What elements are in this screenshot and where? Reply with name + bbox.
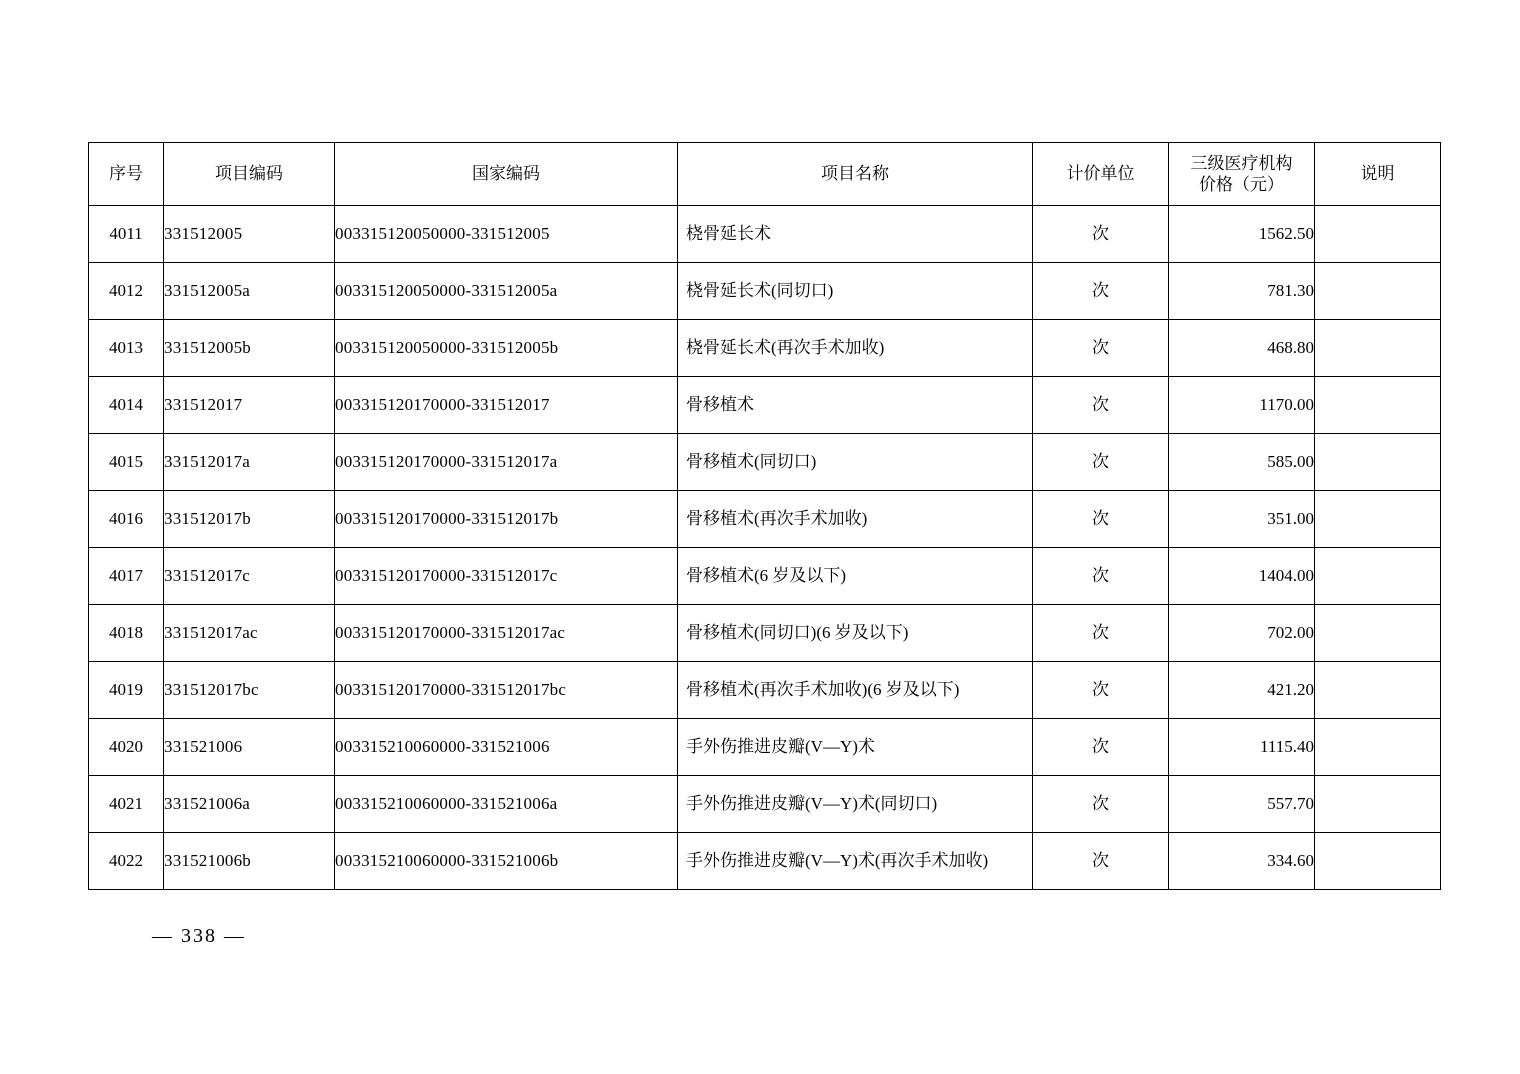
cell-item-name [678,320,1033,377]
item-name-text: 桡骨延长术 [686,224,771,244]
cell-price: 468.80 [1169,320,1315,377]
cell-seq: 4015 [89,434,164,491]
cell-note [1315,719,1441,776]
column-header-price-line2: 价格（元） [1199,175,1284,194]
cell-note [1315,434,1441,491]
cell-price: 351.00 [1169,491,1315,548]
cell-national-code: 003315120170000-331512017bc [335,662,678,719]
cell-national-code: 003315210060000-331521006a [335,776,678,833]
cell-item-name [678,776,1033,833]
item-name-text: 骨移植术(同切口) [686,452,817,472]
cell-price: 557.70 [1169,776,1315,833]
cell-national-code: 003315120050000-331512005b [335,320,678,377]
column-header-seq: 序号 [89,143,164,206]
table-row [89,776,1441,833]
cell-item-code: 331521006 [164,719,335,776]
cell-national-code: 003315120170000-331512017c [335,548,678,605]
cell-note [1315,320,1441,377]
item-name-text: 骨移植术 [686,395,754,415]
table-header-row [89,143,1441,206]
cell-national-code: 003315120170000-331512017b [335,491,678,548]
table-row [89,833,1441,890]
cell-price: 421.20 [1169,662,1315,719]
cell-unit: 次 [1033,605,1169,662]
price-table-container [88,142,1433,890]
cell-national-code: 003315210060000-331521006 [335,719,678,776]
cell-price: 334.60 [1169,833,1315,890]
cell-national-code: 003315120050000-331512005 [335,206,678,263]
cell-item-code: 331512017bc [164,662,335,719]
table-row [89,491,1441,548]
cell-unit: 次 [1033,833,1169,890]
cell-price: 1562.50 [1169,206,1315,263]
table-row [89,377,1441,434]
cell-item-code: 331512017b [164,491,335,548]
cell-seq: 4019 [89,662,164,719]
column-header-unit: 计价单位 [1033,143,1169,206]
cell-item-code: 331512017 [164,377,335,434]
cell-item-code: 331521006b [164,833,335,890]
cell-national-code: 003315120050000-331512005a [335,263,678,320]
cell-unit: 次 [1033,662,1169,719]
cell-unit: 次 [1033,491,1169,548]
cell-item-name [678,263,1033,320]
cell-seq: 4021 [89,776,164,833]
cell-item-name [678,206,1033,263]
cell-seq: 4011 [89,206,164,263]
column-header-item-code: 项目编码 [164,143,335,206]
page-number: — 338 — [152,925,246,947]
cell-unit: 次 [1033,434,1169,491]
cell-note [1315,491,1441,548]
cell-seq: 4012 [89,263,164,320]
cell-item-name [678,833,1033,890]
cell-seq: 4018 [89,605,164,662]
column-header-price-line1: 三级医疗机构 [1190,153,1293,173]
table-row [89,206,1441,263]
item-name-text: 手外伤推进皮瓣(V—Y)术 [686,737,875,757]
cell-item-code: 331512017ac [164,605,335,662]
cell-unit: 次 [1033,548,1169,605]
cell-note [1315,377,1441,434]
cell-seq: 4016 [89,491,164,548]
cell-price: 1404.00 [1169,548,1315,605]
cell-item-name [678,434,1033,491]
cell-seq: 4013 [89,320,164,377]
cell-note [1315,548,1441,605]
cell-note [1315,776,1441,833]
cell-price: 585.00 [1169,434,1315,491]
table-row [89,662,1441,719]
table-row [89,263,1441,320]
column-header-national-code: 国家编码 [335,143,678,206]
cell-item-name [678,719,1033,776]
cell-national-code: 003315120170000-331512017 [335,377,678,434]
cell-price: 781.30 [1169,263,1315,320]
cell-note [1315,662,1441,719]
cell-note [1315,263,1441,320]
item-name-text: 骨移植术(再次手术加收)(6 岁及以下) [686,680,960,700]
cell-price: 702.00 [1169,605,1315,662]
column-header-note: 说明 [1315,143,1441,206]
item-name-text: 手外伤推进皮瓣(V—Y)术(同切口) [686,794,938,814]
cell-unit: 次 [1033,377,1169,434]
column-header-item-name: 项目名称 [678,143,1033,206]
cell-price: 1115.40 [1169,719,1315,776]
cell-item-code: 331512005 [164,206,335,263]
table-row [89,434,1441,491]
cell-item-name [678,548,1033,605]
cell-note [1315,833,1441,890]
medical-price-table [88,142,1441,890]
column-header-price [1169,143,1315,206]
table-header [89,143,1441,206]
item-name-text: 骨移植术(同切口)(6 岁及以下) [686,623,909,643]
table-row [89,320,1441,377]
cell-item-code: 331521006a [164,776,335,833]
cell-national-code: 003315120170000-331512017ac [335,605,678,662]
cell-item-code: 331512005b [164,320,335,377]
cell-unit: 次 [1033,206,1169,263]
cell-item-name [678,662,1033,719]
item-name-text: 桡骨延长术(再次手术加收) [686,338,885,358]
cell-seq: 4017 [89,548,164,605]
cell-item-name [678,605,1033,662]
cell-unit: 次 [1033,776,1169,833]
item-name-text: 骨移植术(再次手术加收) [686,509,868,529]
cell-item-name [678,377,1033,434]
table-row [89,605,1441,662]
cell-unit: 次 [1033,719,1169,776]
cell-price: 1170.00 [1169,377,1315,434]
cell-national-code: 003315210060000-331521006b [335,833,678,890]
table-row [89,548,1441,605]
cell-seq: 4022 [89,833,164,890]
cell-item-name [678,491,1033,548]
cell-national-code: 003315120170000-331512017a [335,434,678,491]
cell-item-code: 331512005a [164,263,335,320]
item-name-text: 骨移植术(6 岁及以下) [686,566,847,586]
cell-item-code: 331512017a [164,434,335,491]
item-name-text: 桡骨延长术(同切口) [686,281,834,301]
cell-seq: 4020 [89,719,164,776]
cell-unit: 次 [1033,320,1169,377]
cell-unit: 次 [1033,263,1169,320]
cell-note [1315,605,1441,662]
cell-seq: 4014 [89,377,164,434]
cell-note [1315,206,1441,263]
table-body [89,206,1441,890]
item-name-text: 手外伤推进皮瓣(V—Y)术(再次手术加收) [686,851,989,871]
table-row [89,719,1441,776]
cell-item-code: 331512017c [164,548,335,605]
